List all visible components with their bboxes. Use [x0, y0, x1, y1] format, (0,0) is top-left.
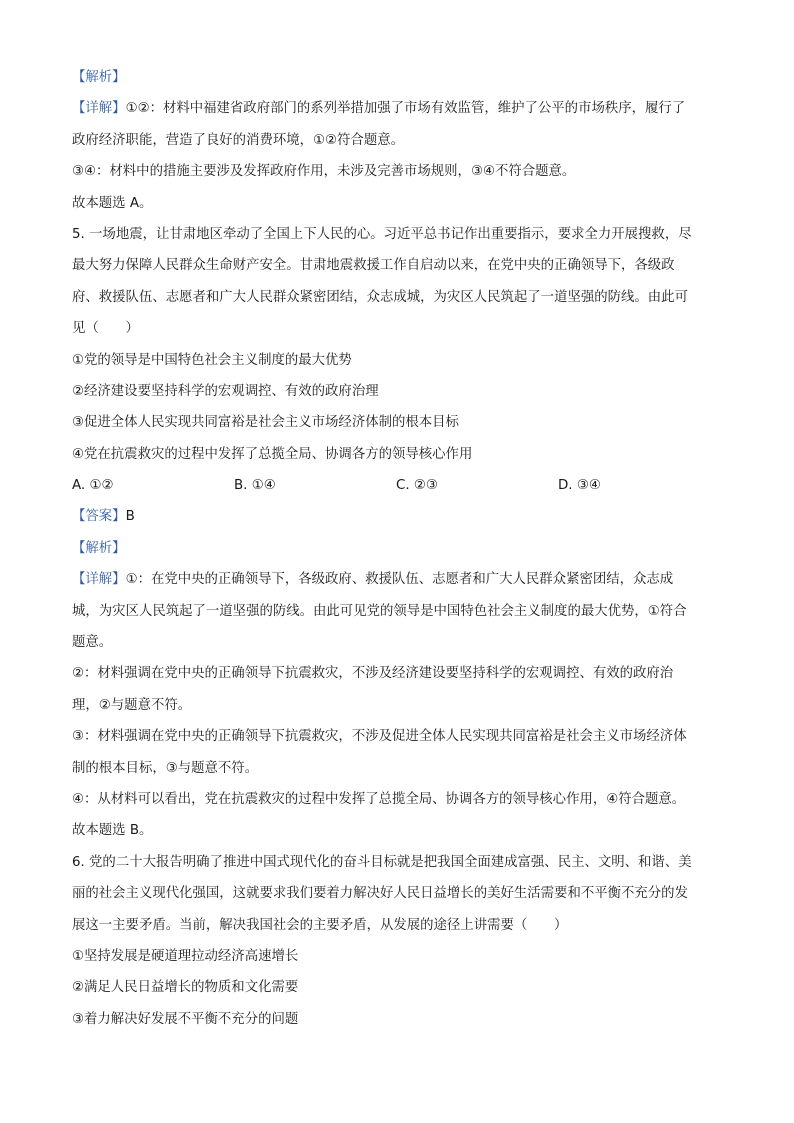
option-c: C. ②③ — [396, 478, 438, 494]
statement-1: ①坚持发展是硬道理拉动经济高速增长 — [72, 948, 299, 964]
option-a: A. ①② — [72, 478, 114, 494]
detail-line: 制的根本目标，③与题意不符。 — [72, 760, 259, 776]
question-stem-line: 6. 党的二十大报告明确了推进中国式现代化的奋斗目标就是把我国全面建成富强、民主、文明、和谐、美 — [72, 854, 692, 870]
answer-value: B — [125, 509, 135, 525]
analysis-heading: 【解析】 — [72, 540, 126, 556]
option-b: B. ①④ — [234, 478, 276, 494]
analysis-heading: 【解析】 — [72, 70, 126, 85]
option-d: D. ③④ — [558, 478, 601, 494]
detail-line: 【详解】①：在党中央的正确领导下，各级政府、救援队伍、志愿者和广大人民群众紧密团结，众志成 — [72, 572, 674, 588]
detail-line: 理，②与题意不符。 — [72, 697, 192, 713]
detail-line: ③④：材料中的措施主要涉及发挥政府作用，未涉及完善市场规则，③④不符合题意。 — [72, 164, 576, 180]
document-page — [72, 62, 724, 1035]
question-stem-line: 5. 一场地震，让甘肃地区牵动了全国上下人民的心。习近平总书记作出重要指示，要求全力开展搜救，尽 — [72, 226, 692, 242]
question-stem-line: 府、救援队伍、志愿者和广大人民群众紧密团结，众志成城，为灾区人民筑起了一道坚强的防线。由此可 — [72, 289, 688, 305]
detail-line: ④：从材料可以看出，党在抗震救灾的过程中发挥了总揽全局、协调各方的领导核心作用，④符合题意。 — [72, 791, 686, 807]
statement-2: ②经济建设要坚持科学的宏观调控、有效的政府治理 — [72, 383, 379, 399]
question-stem-line: 丽的社会主义现代化强国，这就要求我们要着力解决好人民日益增长的美好生活需要和不平衡不充分的发 — [72, 886, 688, 902]
statement-4: ④党在抗震救灾的过程中发挥了总揽全局、协调各方的领导核心作用 — [72, 446, 473, 462]
detail-line: ③：材料强调在党中央的正确领导下抗震救灾，不涉及促进全体人民实现共同富裕是社会主义市场经济体 — [72, 729, 687, 745]
detail-line: ②：材料强调在党中央的正确领导下抗震救灾，不涉及经济建设要坚持科学的宏观调控、有效的政府治 — [72, 666, 674, 682]
statement-3: ③促进全体人民实现共同富裕是社会主义市场经济体制的根本目标 — [72, 415, 459, 431]
detail-line: 城，为灾区人民筑起了一道坚强的防线。由此可见党的领导是中国特色社会主义制度的最大优势，①符合 — [72, 603, 687, 619]
statement-3: ③着力解决好发展不平衡不充分的问题 — [72, 1011, 299, 1027]
question-stem-line: 见（ ） — [72, 321, 139, 337]
detail-line: 题意。 — [72, 635, 113, 651]
detail-line: 政府经济职能，营造了良好的消费环境，①②符合题意。 — [72, 132, 404, 148]
statement-2: ②满足人民日益增长的物质和文化需要 — [72, 980, 299, 996]
detail-line: 【详解】①②：材料中福建省政府部门的系列举措加强了市场有效监管，维护了公平的市场秩序，履行了 — [72, 101, 686, 117]
conclusion-line: 故本题选 B。 — [72, 823, 153, 839]
question-stem-line: 展这一主要矛盾。当前，解决我国社会的主要矛盾，从发展的途径上讲需要（ ） — [72, 917, 568, 933]
answer-options — [72, 470, 724, 501]
answer-line: 【答案】B — [72, 509, 135, 525]
conclusion-line: 故本题选 A。 — [72, 195, 153, 211]
statement-1: ①党的领导是中国特色社会主义制度的最大优势 — [72, 352, 352, 368]
question-stem-line: 最大努力保障人民群众生命财产安全。甘肃地震救援工作自启动以来，在党中央的正确领导下，各级政 — [72, 258, 675, 274]
